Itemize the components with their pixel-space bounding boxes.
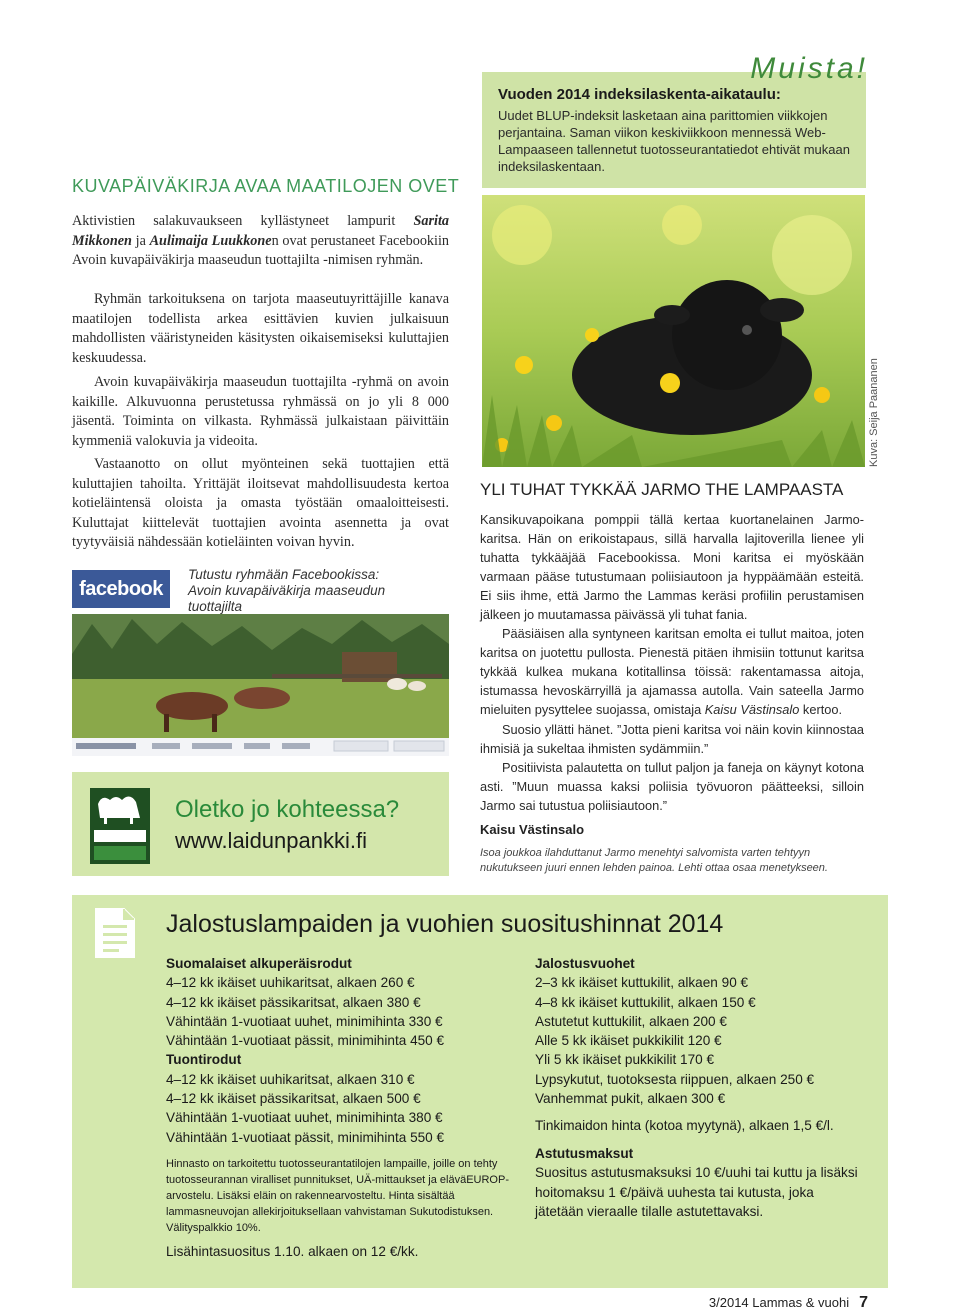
left-article-paragraph-4: Vastaanotto on ollut myönteinen sekä tuottajien että kuluttajien tahoilta. Yrittäjät iloitsevat mahdollisuudesta kertoa kotieläintensä oloista ja omasta työstään omaaloitteisesti. Kuluttajat kiittelevät tuottajien avointa asennetta ja ovat tyytyväisiä nähdessään kotieläinten voivan hyvin.: [72, 456, 449, 550]
page-footer: [709, 1294, 868, 1312]
left-article-heading: KUVAPÄIVÄKIRJA AVAA MAATILOJEN OVET: [72, 176, 460, 196]
reminder-text: Uudet BLUP-indeksit lasketaan aina parittomien viikkojen perjantaina. Saman viikon keskiviikkoon mennessä Web-Lampaaseen tallennetut tuotosseurantatiedot ehtivät mukaan indeksilaskentaan.: [498, 108, 850, 174]
raw-milk-price: Tinkimaidon hinta (kotoa myytynä), alkaen 1,5 €/l.: [535, 1118, 834, 1133]
right-article-paragraph-1: Kansikuvapoikana pomppii tällä kertaa kuortanelainen Jarmo-karitsa. Hän on erikoistapaus, sillä harvalla lajitoverilla lienee yli tuhatta tykkääjää Facebookissa. Moni karitsa ei myöskään varmaan pääse tutustumaan poliisiautoon ja hyppäämään esteitä. Ei siis ihme, että Jarmo the Lammas keräsi profiilin perustamisen jälkeen jo muutamassa päivässä yli tuhat fania.: [480, 512, 864, 622]
photo-credit: Kuva: Seija Paananen: [868, 358, 880, 467]
sheep-price-item: 4–12 kk ikäiset pässikaritsat, alkaen 500 €: [166, 1091, 421, 1107]
goat-price-item: Lypsykutut, tuotoksesta riippuen, alkaen 250 €: [535, 1071, 815, 1087]
sheep-price-heading: Tuontirodut: [166, 1052, 242, 1068]
reminder-title: Muista!: [750, 52, 868, 85]
laidunpankki-url[interactable]: www.laidunpankki.fi: [175, 828, 367, 853]
goat-price-heading: Jalostusvuohet: [535, 956, 635, 971]
price-list-goats-column: [535, 954, 875, 1108]
reminder-heading: Vuoden 2014 indeksilaskenta-aikataulu:: [498, 86, 781, 103]
p1-text-b: ja: [131, 232, 150, 249]
sheep-price-item: Vähintään 1-vuotiaat uuhet, minimihinta 330 €: [166, 1013, 443, 1029]
p2-name: Kaisu Västinsalo: [704, 702, 800, 717]
issue-label: 3/2014 Lammas & vuohi: [708, 1295, 850, 1310]
left-article-paragraph-2: Ryhmän tarkoituksena on tarjota maaseutuyrittäjille kanava maatilojen todellista arkea esittävien kuvien julkaisuun mahdollisten vääristyneiden käsitysten oikaisemiseksi kuluttajien keskuudessa.: [72, 291, 449, 366]
right-article-paragraph-2: [480, 624, 864, 719]
left-article-paragraph-3: Avoin kuvapäiväkirja maaseudun tuottajilta -ryhmä on avoin kaikille. Alkuvuonna perustetussa ryhmässä on jo yli 8 000 jäsentä. Toiminta on vilkasta. Ryhmässä julkaistaan päivittäin kymmeniä valokuvia ja videoita.: [72, 374, 449, 449]
sheep-price-item: Vähintään 1-vuotiaat uuhet, minimihinta 380 €: [166, 1110, 443, 1126]
goat-price-item: Alle 5 kk ikäiset pukkikilit 120 €: [535, 1033, 722, 1049]
p2-text-b: kertoo.: [799, 702, 843, 717]
goat-price-item: Astutetut kuttukilit, alkaen 200 €: [535, 1013, 727, 1029]
sheep-price-item: Vähintään 1-vuotiaat pässit, minimihinta 450 €: [166, 1033, 445, 1049]
p1-name-1: Sarita Mikkonen: [72, 213, 449, 249]
mating-fees-heading: Astutusmaksut: [535, 1146, 634, 1161]
sheep-price-item: 4–12 kk ikäiset pässikaritsat, alkaen 380 €: [166, 994, 421, 1010]
p1-text-c: n ovat perustaneet Facebookiin Avoin kuvapäiväkirja maaseudun tuottajilta -nimisen ryhmän.: [72, 232, 449, 268]
price-disclaimer: Hinnasto on tarkoitettu tuotosseurantatilojen lampaille, joille on tehty tuotosseurannan viralliset punnitukset, UÄ-mittaukset ja eläväEUROP-arvostelu. Lisäksi eläin on rakennearvosteltu. Hinta sisältää lammasneuvojan allekirjoituksellaan vahvistaman Sukutodistuksen. Välityspalkkio 10%.: [166, 1158, 509, 1234]
right-article-paragraph-4: Positiivista palautetta on tullut paljon ja faneja on käynyt kotona asti. ”Muun muassa kaksi poliisia työvuoron päätteeksi, silloin Jarmo sai tutustua poliisiautoon.”: [480, 760, 864, 813]
goat-price-item: Yli 5 kk ikäiset pukkikilit 170 €: [535, 1052, 715, 1068]
laidunpankki-logo: [90, 788, 150, 864]
p1-text-a: Aktivistien salakuvaukseen kyllästyneet lampurit: [72, 213, 414, 229]
extra-price-note: Lisähintasuositus 1.10. alkaen on 12 €/kk.: [166, 1244, 419, 1259]
sheep-price-item: 4–12 kk ikäiset uuhikaritsat, alkaen 260 €: [166, 975, 415, 991]
goat-price-item: 2–3 kk ikäiset kuttukilit, alkaen 90 €: [535, 975, 749, 991]
laidunpankki-slogan: Oletko jo kohteessa?: [175, 796, 400, 823]
article-author: Kaisu Västinsalo: [480, 822, 585, 837]
document-icon: [94, 907, 136, 959]
price-list-title: Jalostuslampaiden ja vuohien suositushinnat 2014: [166, 910, 724, 938]
price-list-left-column: [166, 954, 526, 1147]
sheep-price-heading: Suomalaiset alkuperäisrodut: [166, 956, 352, 971]
black-lamb-photo: [482, 195, 865, 467]
right-article-paragraph-3: Suosio yllätti hänet. ”Jotta pieni karitsa voi näin kovin kiinnostaa ihmisiä ja sukeltaa ihmisten sydämmiin.”: [480, 722, 864, 756]
right-article-heading: YLI TUHAT TYKKÄÄ JARMO THE LAMPAASTA: [480, 480, 844, 499]
p1-name-2: Aulimaija Luukkone: [149, 232, 272, 249]
facebook-logo: facebook: [72, 570, 170, 608]
sheep-price-item: Vähintään 1-vuotiaat pässit, minimihinta 550 €: [166, 1129, 445, 1145]
mating-fees: [535, 1144, 865, 1221]
sheep-price-item: 4–12 kk ikäiset uuhikaritsat, alkaen 310 €: [166, 1071, 415, 1087]
facebook-caption: Tutustu ryhmään Facebookissa: Avoin kuvapäiväkirja maaseudun tuottajilta: [188, 567, 386, 614]
facebook-page-photo: [72, 614, 449, 756]
goat-price-item: Vanhemmat pukit, alkaen 300 €: [535, 1091, 726, 1107]
left-article-paragraph-1: [72, 212, 449, 271]
page-number: 7: [859, 1294, 868, 1311]
mating-fees-text: Suositus astutusmaksuksi 10 €/uuhi tai kuttu ja lisäksi hoitomaksu 1 €/päivä uuhesta tai kutusta, joka jätetään vieraalle tilalle astutettavaksi.: [535, 1165, 858, 1219]
article-footnote: Isoa joukkoa ilahduttanut Jarmo menehtyi salvomista varten tehtyyn nukutukseen juuri ennen lehden painoa. Lehti ottaa osaa menetykseen.: [480, 847, 828, 874]
p2-text-a: Pääsiäisen alla syntyneen karitsan emolta ei tullut maitoa, joten karitsa on juotettu pullosta. Pienestä pitäen ihmisiin tottunut karitsa tykkää kulkea mukana kotitallinsa töissä: rakentamassa aitoja, istumassa hevoskärryillä ja ajamassa autolla. Vain sateella Jarmo mieluiten pysyttelee suojassa, omistaja: [480, 626, 864, 717]
goat-price-item: 4–8 kk ikäiset kuttukilit, alkaen 150 €: [535, 994, 756, 1010]
